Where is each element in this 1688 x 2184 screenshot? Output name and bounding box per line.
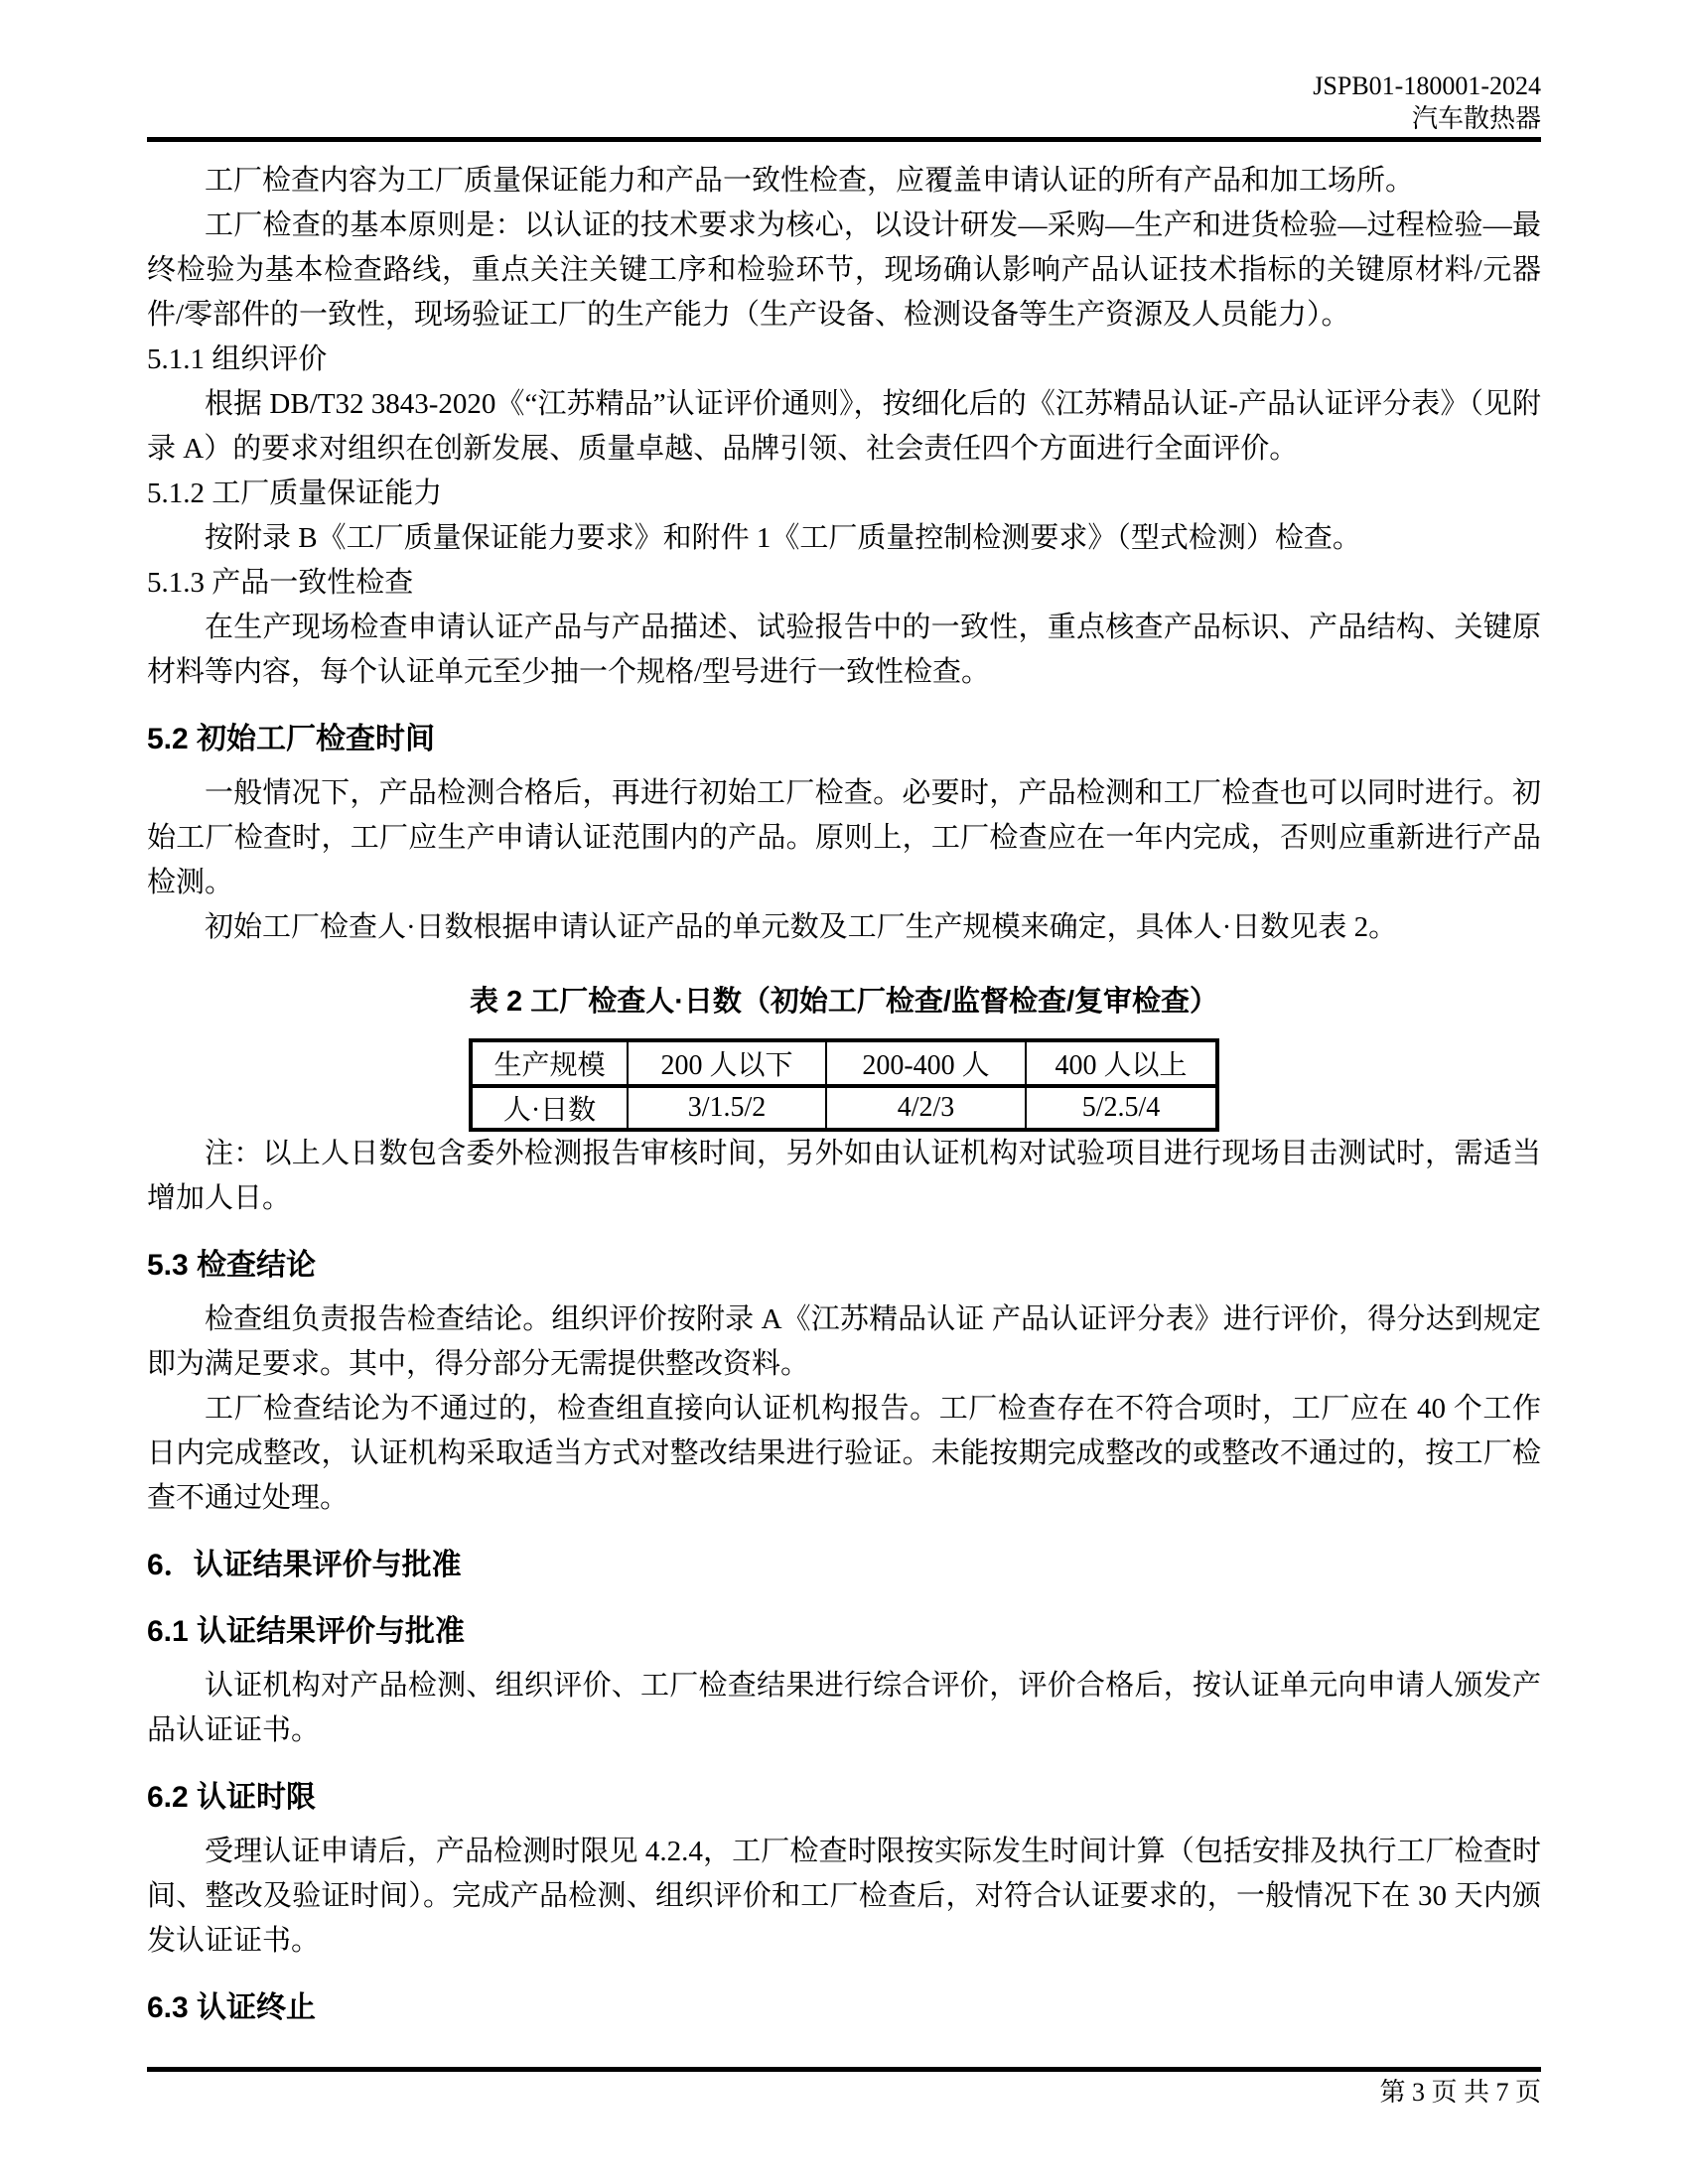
doc-number: JSPB01-180001-2024 <box>1313 71 1541 100</box>
paragraph-intro-2: 工厂检查的基本原则是：以认证的技术要求为核心，以设计研发—采购—生产和进货检验—过程检验—最终检验为基本检查路线，重点关注关键工序和检验环节，现场确认影响产品认证技术指标的关键原材料/元器件/零部件的一致性，现场验证工厂的生产能力（生产设备、检测设备等生产资源及人员能力）。 <box>147 209 1541 331</box>
table-cell-person-days-label: 人·日数 <box>471 1086 628 1130</box>
table-cell-scale-label: 生产规模 <box>471 1040 628 1086</box>
paragraph-5-1-1: 根据 DB/T32 3843-2020《“江苏精品”认证评价通则》，按细化后的《江苏精品认证-产品认证评分表》（见附录 A）的要求对组织在创新发展、质量卓越、品牌引领、社会责任四个方面进行全面评价。 <box>147 388 1541 465</box>
paragraph-6-2: 受理认证申请后，产品检测时限见 4.2.4，工厂检查时限按实际发生时间计算（包括安排及执行工厂检查时间、整改及验证时间）。完成产品检测、组织评价和工厂检查后，对符合认证要求的，一般情况下在 30 天内颁发认证证书。 <box>147 1836 1541 1957</box>
paragraph-intro-1: 工厂检查内容为工厂质量保证能力和产品一致性检查，应覆盖申请认证的所有产品和加工场所。 <box>205 165 1415 197</box>
page-header <box>147 69 1541 135</box>
table-row-header <box>471 1040 1217 1086</box>
heading-5-1-3: 5.1.3 产品一致性检查 <box>147 567 414 599</box>
paragraph-5-1-2: 按附录 B《工厂质量保证能力要求》和附件 1《工厂质量控制检测要求》（型式检测）检查。 <box>205 522 1361 554</box>
paragraph-5-1-3: 在生产现场检查申请认证产品与产品描述、试验报告中的一致性，重点核查产品标识、产品结构、关键原材料等内容，每个认证单元至少抽一个规格/型号进行一致性检查。 <box>147 612 1541 688</box>
heading-5-1-1: 5.1.1 组织评价 <box>147 343 328 375</box>
table-cell-200-400: 200-400 人 <box>826 1040 1026 1086</box>
footer-rule <box>147 2067 1541 2072</box>
heading-6: 6．认证结果评价与批准 <box>147 1549 462 1581</box>
table-2-note: 注：以上人日数包含委外检测报告审核时间，另外如由认证机构对试验项目进行现场目击测试时，需适当增加人日。 <box>147 1138 1541 1214</box>
table-cell-value-3: 5/2.5/4 <box>1026 1086 1217 1130</box>
heading-6-1: 6.1 认证结果评价与批准 <box>147 1615 466 1648</box>
paragraph-5-3-2: 工厂检查结论为不通过的，检查组直接向认证机构报告。工厂检查存在不符合项时，工厂应在 40 个工作日内完成整改，认证机构采取适当方式对整改结果进行验证。未能按期完成整改的或整改不通过的，按工厂检查不通过处理。 <box>147 1393 1541 1514</box>
table-cell-under-200: 200 人以下 <box>628 1040 826 1086</box>
paragraph-5-2-1: 一般情况下，产品检测合格后，再进行初始工厂检查。必要时，产品检测和工厂检查也可以同时进行。初始工厂检查时，工厂应生产申请认证范围内的产品。原则上，工厂检查应在一年内完成，否则应重新进行产品检测。 <box>147 777 1541 898</box>
header-rule <box>147 137 1541 142</box>
document-body <box>147 143 1541 2040</box>
paragraph-5-3-1: 检查组负责报告检查结论。组织评价按附录 A《江苏精品认证 产品认证评分表》进行评价，得分达到规定即为满足要求。其中，得分部分无需提供整改资料。 <box>147 1303 1541 1380</box>
heading-6-3: 6.3 认证终止 <box>147 1991 317 2024</box>
table-cell-value-2: 4/2/3 <box>826 1086 1026 1130</box>
heading-5-1-2: 5.1.2 工厂质量保证能力 <box>147 478 443 509</box>
paragraph-5-2-2: 初始工厂检查人·日数根据申请认证产品的单元数及工厂生产规模来确定，具体人·日数见表 2。 <box>205 911 1398 943</box>
paragraph-6-1: 认证机构对产品检测、组织评价、工厂检查结果进行综合评价，评价合格后，按认证单元向申请人颁发产品认证证书。 <box>147 1670 1541 1746</box>
doc-product-name: 汽车散热器 <box>1411 104 1541 133</box>
table-row-person-days <box>471 1086 1217 1130</box>
heading-5-2: 5.2 初始工厂检查时间 <box>147 723 436 755</box>
heading-6-2: 6.2 认证时限 <box>147 1781 317 1814</box>
table-cell-over-400: 400 人以上 <box>1026 1040 1217 1086</box>
table-2-caption: 表 2 工厂检查人·日数（初始工厂检查/监督检查/复审检查） <box>469 986 1218 1018</box>
table-cell-value-1: 3/1.5/2 <box>628 1086 826 1130</box>
heading-5-3: 5.3 检查结论 <box>147 1249 317 1282</box>
table-2-person-days <box>469 1038 1219 1132</box>
page-number: 第 3 页 共 7 页 <box>1379 2078 1541 2107</box>
